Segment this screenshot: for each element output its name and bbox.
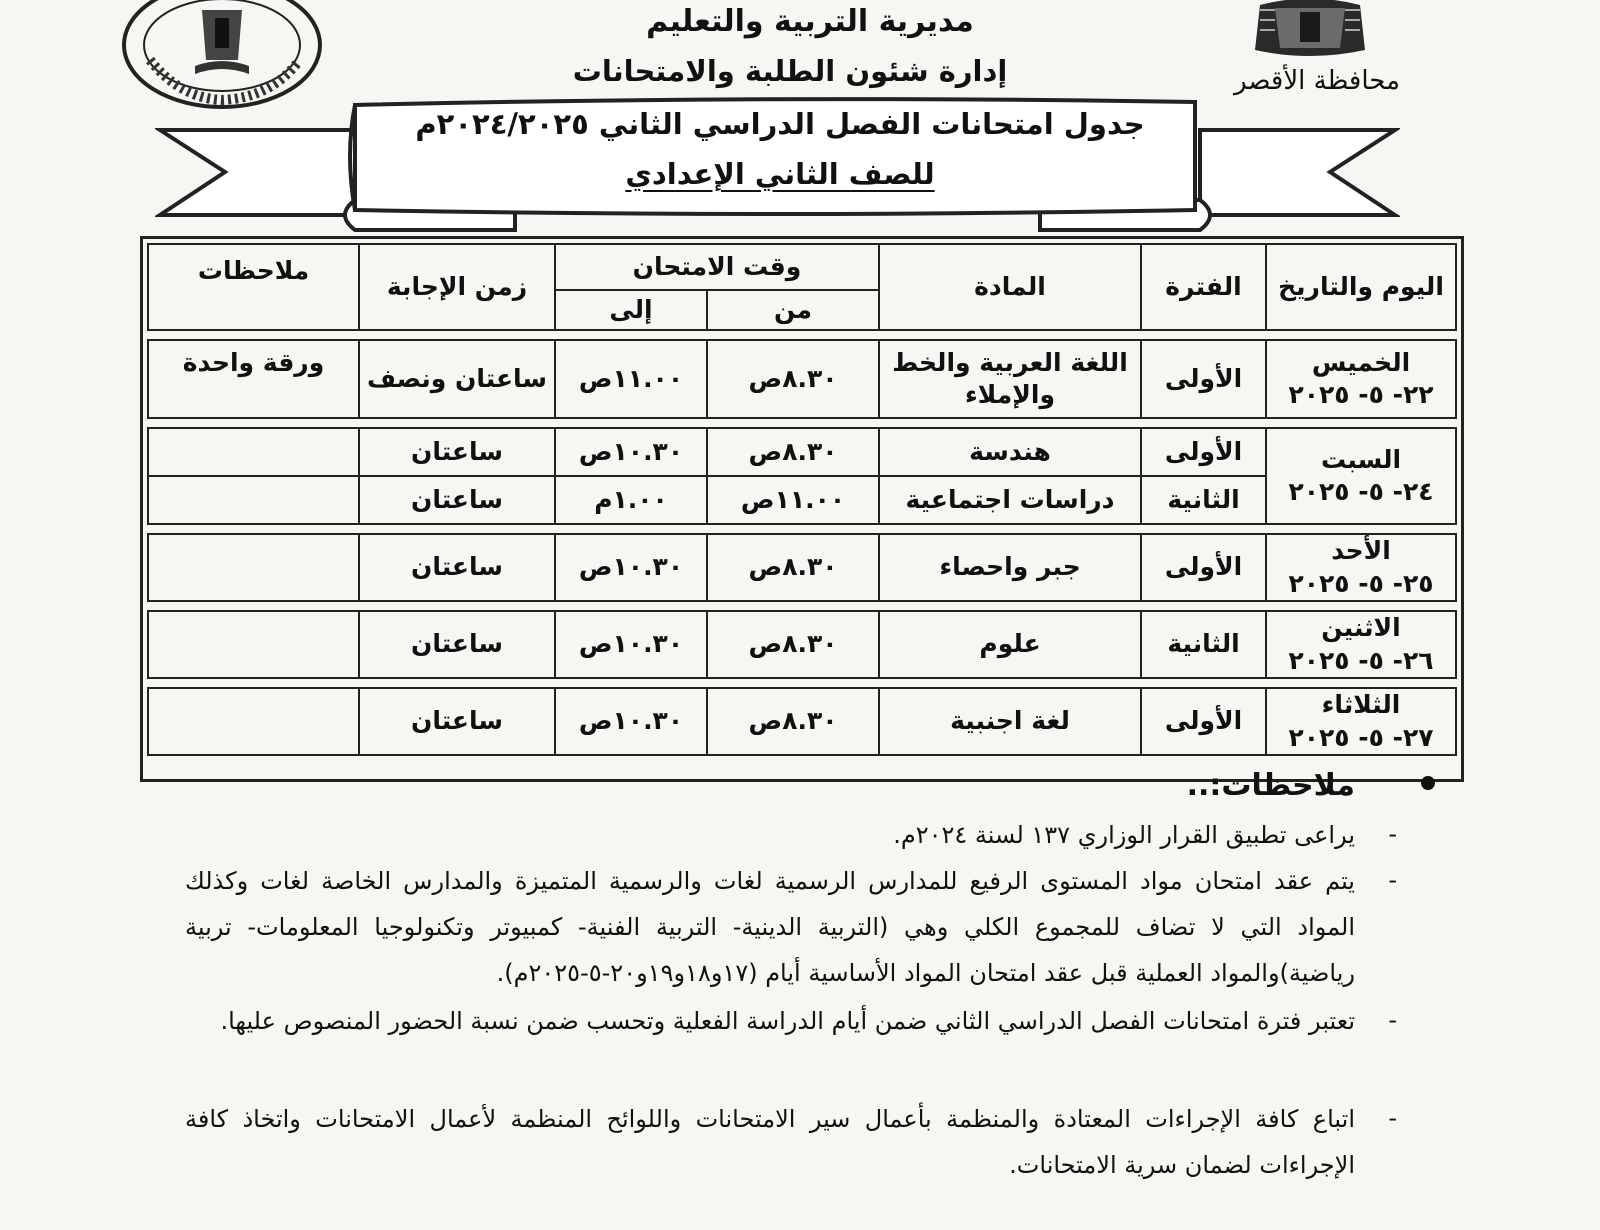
note-cell bbox=[148, 428, 359, 476]
period-cell: الأولى bbox=[1141, 534, 1266, 601]
duration-cell: ساعتان bbox=[359, 611, 555, 678]
day-name: الاثنين bbox=[1321, 613, 1401, 642]
day-date-cell bbox=[1266, 340, 1456, 418]
to-cell: ١٠.٣٠ص bbox=[555, 688, 707, 755]
header-notes: ملاحظات bbox=[148, 244, 359, 330]
table-row bbox=[148, 534, 1456, 601]
day-date-cell bbox=[1266, 428, 1456, 524]
dash-icon: - bbox=[1388, 1006, 1397, 1034]
header-period: الفترة bbox=[1141, 244, 1266, 330]
day-name: الثلاثاء bbox=[1321, 690, 1401, 719]
notes-title: ملاحظات:.. bbox=[1186, 768, 1355, 803]
header-to: إلى bbox=[555, 290, 707, 330]
to-cell: ١١.٠٠ص bbox=[555, 340, 707, 418]
duration-cell: ساعتان ونصف bbox=[359, 340, 555, 418]
header-from: من bbox=[707, 290, 879, 330]
grade-title: للصف الثاني الإعدادي bbox=[625, 157, 935, 191]
period-cell: الأولى bbox=[1141, 428, 1266, 476]
from-cell: ٨.٣٠ص bbox=[707, 611, 879, 678]
bullet-icon bbox=[1421, 776, 1435, 790]
exam-date: ٢٧- ٥- ٢٠٢٥ bbox=[1288, 722, 1434, 752]
from-cell: ٨.٣٠ص bbox=[707, 688, 879, 755]
day-date-cell bbox=[1266, 534, 1456, 601]
subject-cell: هندسة bbox=[879, 428, 1141, 476]
exam-date: ٢٤- ٥- ٢٠٢٥ bbox=[1288, 477, 1434, 506]
note-item: اتباع كافة الإجراءات المعتادة والمنظمة بأعمال سير الامتحانات واللوائح المنظمة لأعمال الامتحانات واتخاذ كافة الإجراءات لضمان سرية الامتحانات. bbox=[185, 1105, 1355, 1179]
note-cell: ورقة واحدة bbox=[148, 340, 359, 418]
period-cell: الثانية bbox=[1141, 611, 1266, 678]
duration-cell: ساعتان bbox=[359, 688, 555, 755]
to-cell: ١٠.٣٠ص bbox=[555, 428, 707, 476]
table-row bbox=[148, 611, 1456, 678]
to-cell: ١٠.٣٠ص bbox=[555, 611, 707, 678]
subject-cell: علوم bbox=[879, 611, 1141, 678]
exam-date: ٢٥- ٥- ٢٠٢٥ bbox=[1288, 568, 1434, 598]
exam-date: ٢٢- ٥- ٢٠٢٥ bbox=[1288, 380, 1434, 409]
subject-cell: اللغة العربية والخط والإملاء bbox=[879, 340, 1141, 418]
directorate-title: مديرية التربية والتعليم bbox=[646, 4, 974, 39]
duration-cell: ساعتان bbox=[359, 428, 555, 476]
note-item: يتم عقد امتحان مواد المستوى الرفيع للمدارس الرسمية لغات والرسمية المتميزة والمدارس الخاصة لغات وكذلك المواد التي لا تضاف للمجموع الكلي وهي (التربية الدينية- التربية الفنية- كمبيوتر وتكنولوجيا المعلومات- تربية رياضية)والمواد العملية قبل عقد امتحان المواد الأساسية أيام (١٧و١٨و١٩و٢٠-٥-٢٠٢٥م). bbox=[185, 867, 1355, 987]
header-exam-time: وقت الامتحان bbox=[555, 244, 879, 290]
period-cell: الأولى bbox=[1141, 340, 1266, 418]
exam-schedule-table bbox=[140, 236, 1464, 782]
dash-icon: - bbox=[1388, 866, 1397, 894]
exam-date: ٢٦- ٥- ٢٠٢٥ bbox=[1288, 645, 1434, 675]
administration-title: إدارة شئون الطلبة والامتحانات bbox=[572, 54, 1008, 88]
from-cell: ١١.٠٠ص bbox=[707, 476, 879, 524]
from-cell: ٨.٣٠ص bbox=[707, 340, 879, 418]
period-cell: الثانية bbox=[1141, 476, 1266, 524]
to-cell: ١٠.٣٠ص bbox=[555, 534, 707, 601]
table-row bbox=[148, 688, 1456, 755]
to-cell: ١.٠٠م bbox=[555, 476, 707, 524]
from-cell: ٨.٣٠ص bbox=[707, 534, 879, 601]
day-date-cell bbox=[1266, 611, 1456, 678]
duration-cell: ساعتان bbox=[359, 476, 555, 524]
day-name: السبت bbox=[1320, 444, 1402, 474]
governorate-name: محافظة الأقصر bbox=[1234, 66, 1400, 96]
note-cell bbox=[148, 476, 359, 524]
governorate-emblem-icon bbox=[1240, 0, 1380, 62]
note-item: يراعى تطبيق القرار الوزاري ١٣٧ لسنة ٢٠٢٤م. bbox=[893, 821, 1355, 849]
table-row bbox=[148, 428, 1456, 476]
dash-icon: - bbox=[1388, 820, 1397, 848]
from-cell: ٨.٣٠ص bbox=[707, 428, 879, 476]
period-cell: الأولى bbox=[1141, 688, 1266, 755]
note-cell bbox=[148, 534, 359, 601]
header-duration: زمن الإجابة bbox=[359, 244, 555, 330]
subject-cell: جبر واحصاء bbox=[879, 534, 1141, 601]
subject-cell: لغة اجنبية bbox=[879, 688, 1141, 755]
header-subject: المادة bbox=[879, 244, 1141, 330]
header-day-date: اليوم والتاريخ bbox=[1266, 244, 1456, 330]
table-row bbox=[148, 476, 1456, 524]
duration-cell: ساعتان bbox=[359, 534, 555, 601]
subject-cell: دراسات اجتماعية bbox=[879, 476, 1141, 524]
day-name: الخميس bbox=[1311, 347, 1411, 377]
note-cell bbox=[148, 688, 359, 755]
dash-icon: - bbox=[1388, 1104, 1397, 1132]
day-date-cell bbox=[1266, 688, 1456, 755]
note-item: تعتبر فترة امتحانات الفصل الدراسي الثاني ضمن أيام الدراسة الفعلية وتحسب ضمن نسبة الحضور المنصوص عليها. bbox=[220, 1007, 1355, 1035]
note-cell bbox=[148, 611, 359, 678]
day-name: الأحد bbox=[1331, 536, 1391, 565]
schedule-title: جدول امتحانات الفصل الدراسي الثاني ٢٠٢٤/٢٠٢٥م bbox=[415, 107, 1145, 141]
table-row bbox=[148, 340, 1456, 418]
